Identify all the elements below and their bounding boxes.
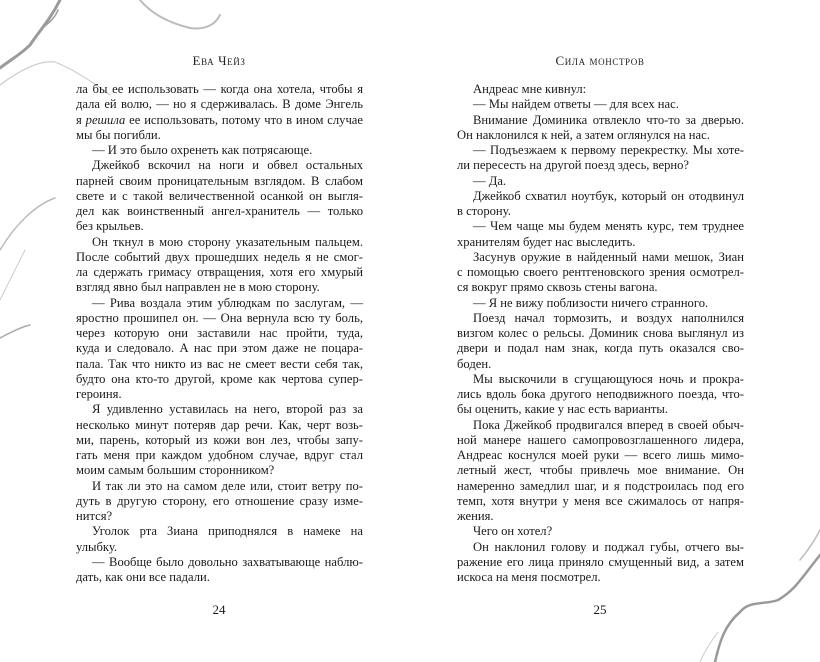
text-line: Он наклонился к ней, а затем оглянулся на нас.: [457, 127, 710, 142]
text-line: лись вдоль бока другого неподвижного поезда, что-: [457, 387, 744, 401]
text-line: ла бы ее использовать — когда она хотела, чтобы я: [76, 82, 363, 96]
paragraph: [76, 235, 363, 296]
text-line: через которую они заставили нас пройти, туда,: [76, 326, 363, 340]
paragraph: [457, 97, 744, 112]
paragraph: [457, 113, 744, 144]
text-line: — Чем чаще мы будем менять курс, тем труднее: [473, 219, 744, 234]
text-line: — Я не вижу поблизости ничего странного.: [473, 295, 709, 310]
paragraph: [76, 82, 363, 143]
paragraph: [457, 82, 744, 97]
text-line: Он ткнул в мою сторону указательным пальцем.: [92, 234, 363, 249]
text-line: — Рива воздала этим ублюдкам по заслугам, —: [92, 295, 363, 310]
paragraph: [457, 143, 744, 174]
text-line: визгом колес о рельсы. Доминик снова выглянул из: [457, 326, 744, 340]
text-line: с помощью своего рентгеновского зрения осмотрел-: [457, 265, 744, 279]
text-line: Мы выскочили в сгущающуюся ночь и прокра-: [473, 371, 744, 386]
text-line: боден.: [457, 356, 492, 371]
page-number-right: 25: [593, 602, 607, 617]
text-line: яростно прошипел он. — Она вернула всю ту боль,: [76, 310, 363, 325]
text-line: ся вокруг прямо сквозь стены вагона.: [457, 280, 658, 295]
text-line: искоса на меня посмотрел.: [457, 570, 601, 584]
text-line: Внимание Доминика отвлекло что-то за дверью.: [473, 112, 744, 127]
text-line: пала. Так что никто из вас не смеет вести себя так,: [76, 356, 363, 371]
text-line: Андреас коснулся моей руки — всего лишь мимо-: [457, 448, 744, 462]
paragraph: [457, 418, 744, 525]
right-page-body: [457, 82, 744, 585]
text-line: Андреас мне кивнул:: [473, 82, 587, 96]
text-line: — Мы найдем ответы — для всех нас.: [473, 97, 679, 112]
paragraph: [457, 219, 744, 250]
text-line: Чего он хотел?: [473, 524, 553, 539]
text-line: Уголок рта Зиана приподнялся в намеке на: [92, 524, 363, 539]
text-line: будто она кто-то другой, кроме как чертова супер-: [76, 371, 363, 386]
text-line: героиня.: [76, 387, 122, 401]
paragraph: [457, 540, 744, 586]
text-line: намеренно замедлил шаг, и я подстроилась под его: [457, 478, 744, 493]
paragraph: [76, 555, 363, 586]
running-head-title: Сила монстров: [555, 53, 645, 68]
italic-text: решила: [85, 112, 126, 127]
text-line: Я удивленно уставилась на него, второй раз за: [92, 402, 363, 417]
text-line: Пока Джейкоб продвигался вперед в своей обыч-: [473, 417, 744, 432]
text-line: ли пересесть на другой поезд здесь, верно?: [457, 158, 689, 173]
text-line: дала ей волю, — но я сдерживалась. В доме Энгель: [76, 97, 363, 112]
text-line: — И это было охренеть как потрясающе.: [92, 143, 313, 157]
text-line: взгляд явно был направлен не в мою сторону.: [76, 280, 320, 295]
text-line: хранителям будет нас выследить.: [457, 234, 636, 249]
text-line: — Подъезжаем к первому перекрестку. Мы хоте-: [473, 143, 744, 157]
text-line: ми, парень, который из кожи вон лез, чтобы запу-: [76, 432, 363, 447]
text-line: темп, хотя внутри у меня все сжималось от напря-: [457, 493, 744, 508]
paragraph: [457, 189, 744, 220]
text-line: жения.: [457, 509, 494, 523]
text-line: дел как воинственный ангел-хранитель — только: [76, 204, 363, 218]
text-line: После событий двух прошедших недель я не смог-: [76, 249, 363, 264]
text-line: улыбку.: [76, 539, 118, 554]
text-line: ла сдержать гримасу отвращения, хотя его хмурый: [76, 265, 363, 279]
text-segment: я: [76, 112, 86, 127]
paragraph: [76, 296, 363, 403]
text-line: ражение его лица приняло смущенный вид, а затем: [457, 554, 744, 569]
text-line: ной манере нашего самопровозглашенного лидера,: [457, 432, 744, 447]
text-line: без крыльев.: [76, 219, 144, 234]
left-page-body: [76, 82, 363, 585]
text-line: свете и с такой величественной осанкой он выгля-: [76, 188, 363, 203]
paragraph: [457, 174, 744, 189]
text-line: Он наклонил голову и поджал губы, отчего вы-: [473, 539, 744, 554]
paragraph: [76, 402, 363, 478]
text-line: мы бы погибли.: [76, 127, 161, 142]
text-line: Поезд начал тормозить, и воздух наполнился: [473, 310, 744, 325]
paragraph: [76, 158, 363, 234]
page-number-left: 24: [212, 602, 226, 617]
text-line: парней своим проницательным взглядом. В слабом: [76, 173, 363, 188]
text-line: бы оценить, какие у нас есть варианты.: [457, 402, 669, 417]
text-line: [76, 113, 363, 128]
text-line: — Да.: [473, 173, 507, 188]
text-line: Джейкоб схватил ноутбук, который он отодвинул: [473, 188, 744, 203]
paragraph: [457, 296, 744, 311]
text-line: — Вообще было довольно захватывающе наблю-: [92, 554, 363, 569]
paragraph: [76, 479, 363, 525]
text-line: куда и следовало. А нас при этом даже не поцара-: [76, 341, 363, 356]
running-head-author: Ева Чейз: [192, 53, 246, 68]
text-line: Засунув оружие в найденный нами мешок, Зиан: [473, 249, 744, 264]
text-line: в сторону.: [457, 204, 511, 218]
paragraph: [76, 524, 363, 555]
text-line: дуть в другую сторону, его отношение сразу изме-: [76, 493, 363, 508]
text-line: летный жест, чтобы привлечь мое внимание. Он: [457, 463, 744, 478]
paragraph: [457, 250, 744, 296]
text-line: двери и подал нам знак, когда путь оказался сво-: [457, 341, 744, 356]
paragraph: [457, 524, 744, 539]
text-segment: ее использовать, потому что в ином случае: [125, 112, 363, 127]
text-line: нится?: [76, 509, 113, 523]
text-line: Джейкоб вскочил на ноги и обвел остальных: [92, 158, 363, 173]
text-line: гать меня при каждом удобном случае, вдруг стал: [76, 448, 363, 462]
paragraph: [76, 143, 363, 158]
text-line: моим самым большим сторонником?: [76, 463, 275, 478]
paragraph: [457, 372, 744, 418]
text-line: дать, как они все падали.: [76, 570, 210, 584]
text-line: несколько минут потеряв дар речи. Как, черт возь-: [76, 417, 363, 432]
paragraph: [457, 311, 744, 372]
text-line: И так ли это на самом деле или, стоит ветру по-: [92, 478, 363, 493]
